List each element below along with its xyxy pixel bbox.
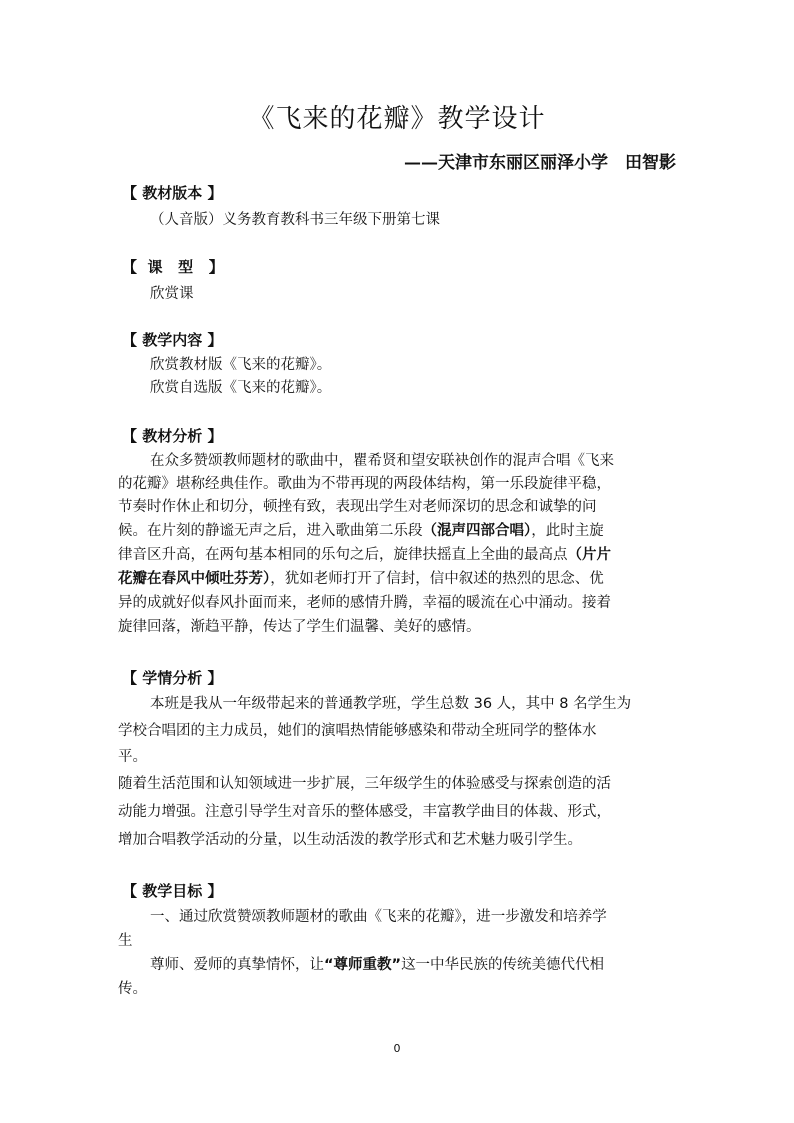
students-line-6: 增加合唱教学活动的分量，以生动活泼的教学形式和艺术魅力吸引学生。 xyxy=(118,832,582,848)
analysis-line-4-c: ，此时主旋 xyxy=(531,523,604,539)
analysis-line-6-b: ，犹如老师打开了信封，信中叙述的热烈的思念、优 xyxy=(270,571,604,587)
analysis-bold-chorus: （混声四部合唱） xyxy=(422,523,532,539)
heading-lesson-type: 【 课 型 】 xyxy=(122,258,224,276)
heading-students: 【 学情分析 】 xyxy=(122,669,223,687)
analysis-line-2: 的花瓣》堪称经典佳作。歌曲为不带再现的两段体结构，第一乐段旋律平稳， xyxy=(118,476,611,492)
analysis-line-4 xyxy=(118,519,678,540)
analysis-bold-petals-end: 花瓣在春风中倾吐芬芳） xyxy=(118,571,271,587)
goals-bold-respect: “尊师重教” xyxy=(324,957,402,973)
page-number: 0 xyxy=(393,1042,401,1055)
heading-goals: 【 教学目标 】 xyxy=(122,882,223,900)
goals-line-1: 一、通过欣赏赞颂教师题材的歌曲《飞来的花瓣》，进一步激发和培养学 xyxy=(150,909,607,925)
heading-analysis: 【 教材分析 】 xyxy=(122,427,223,445)
analysis-line-1: 在众多赞颂教师题材的歌曲中，瞿希贤和望安联袂创作的混声合唱《飞来 xyxy=(150,453,614,469)
students-line-4: 随着生活范围和认知领域进一步扩展，三年级学生的体验感受与探索创造的活 xyxy=(118,776,611,792)
students-line-2: 学校合唱团的主力成员，她们的演唱热情能够感染和带动全班同学的整体水 xyxy=(118,723,597,739)
goals-line-2: 生 xyxy=(118,933,133,949)
heading-content: 【 教学内容 】 xyxy=(122,331,223,349)
analysis-line-3: 节奏时作休止和切分，顿挫有致，表现出学生对老师深切的思念和诚挚的问 xyxy=(118,499,597,515)
author-line: ——天津市东丽区丽泽小学 田智影 xyxy=(404,153,676,173)
analysis-line-7: 异的成就好似春风扑面而来，老师的感情升腾，幸福的暖流在心中涌动。接着 xyxy=(118,595,611,611)
analysis-line-8: 旋律回落，渐趋平静，传达了学生们温馨、美好的感情。 xyxy=(118,619,481,635)
content-line-2: 欣赏自选版《飞来的花瓣》。 xyxy=(150,380,332,396)
goals-line-3 xyxy=(150,953,604,974)
lesson-type-text: 欣赏课 xyxy=(150,286,194,302)
goals-line-3-a: 尊师、爱师的真挚情怀，让 xyxy=(150,957,324,973)
students-line-3: 平。 xyxy=(118,749,147,765)
heading-edition: 【 教材版本 】 xyxy=(122,184,223,202)
analysis-line-4-a: 候。在片刻的静谧无声之后，进入歌曲第二乐段 xyxy=(118,523,423,539)
analysis-bold-petals-start: （片片 xyxy=(567,547,611,563)
goals-line-4: 传。 xyxy=(118,981,147,997)
analysis-line-5 xyxy=(118,543,678,564)
students-line-5: 动能力增强。注意引导学生对音乐的整体感受，丰富教学曲目的体裁、形式， xyxy=(118,804,611,820)
students-line-1: 本班是我从一年级带起来的普通教学班，学生总数 36 人，其中 8 名学生为 xyxy=(150,696,632,712)
edition-text: （人音版）义务教育教科书三年级下册第七课 xyxy=(150,212,440,228)
document-title: 《飞来的花瓣》教学设计 xyxy=(248,104,546,134)
analysis-line-6 xyxy=(118,567,678,588)
content-line-1: 欣赏教材版《飞来的花瓣》。 xyxy=(150,357,332,373)
analysis-line-5-a: 律音区升高，在两句基本相同的乐句之后，旋律扶摇直上全曲的最高点 xyxy=(118,547,568,563)
goals-line-3-c: 这一中华民族的传统美德代代相 xyxy=(401,957,605,973)
